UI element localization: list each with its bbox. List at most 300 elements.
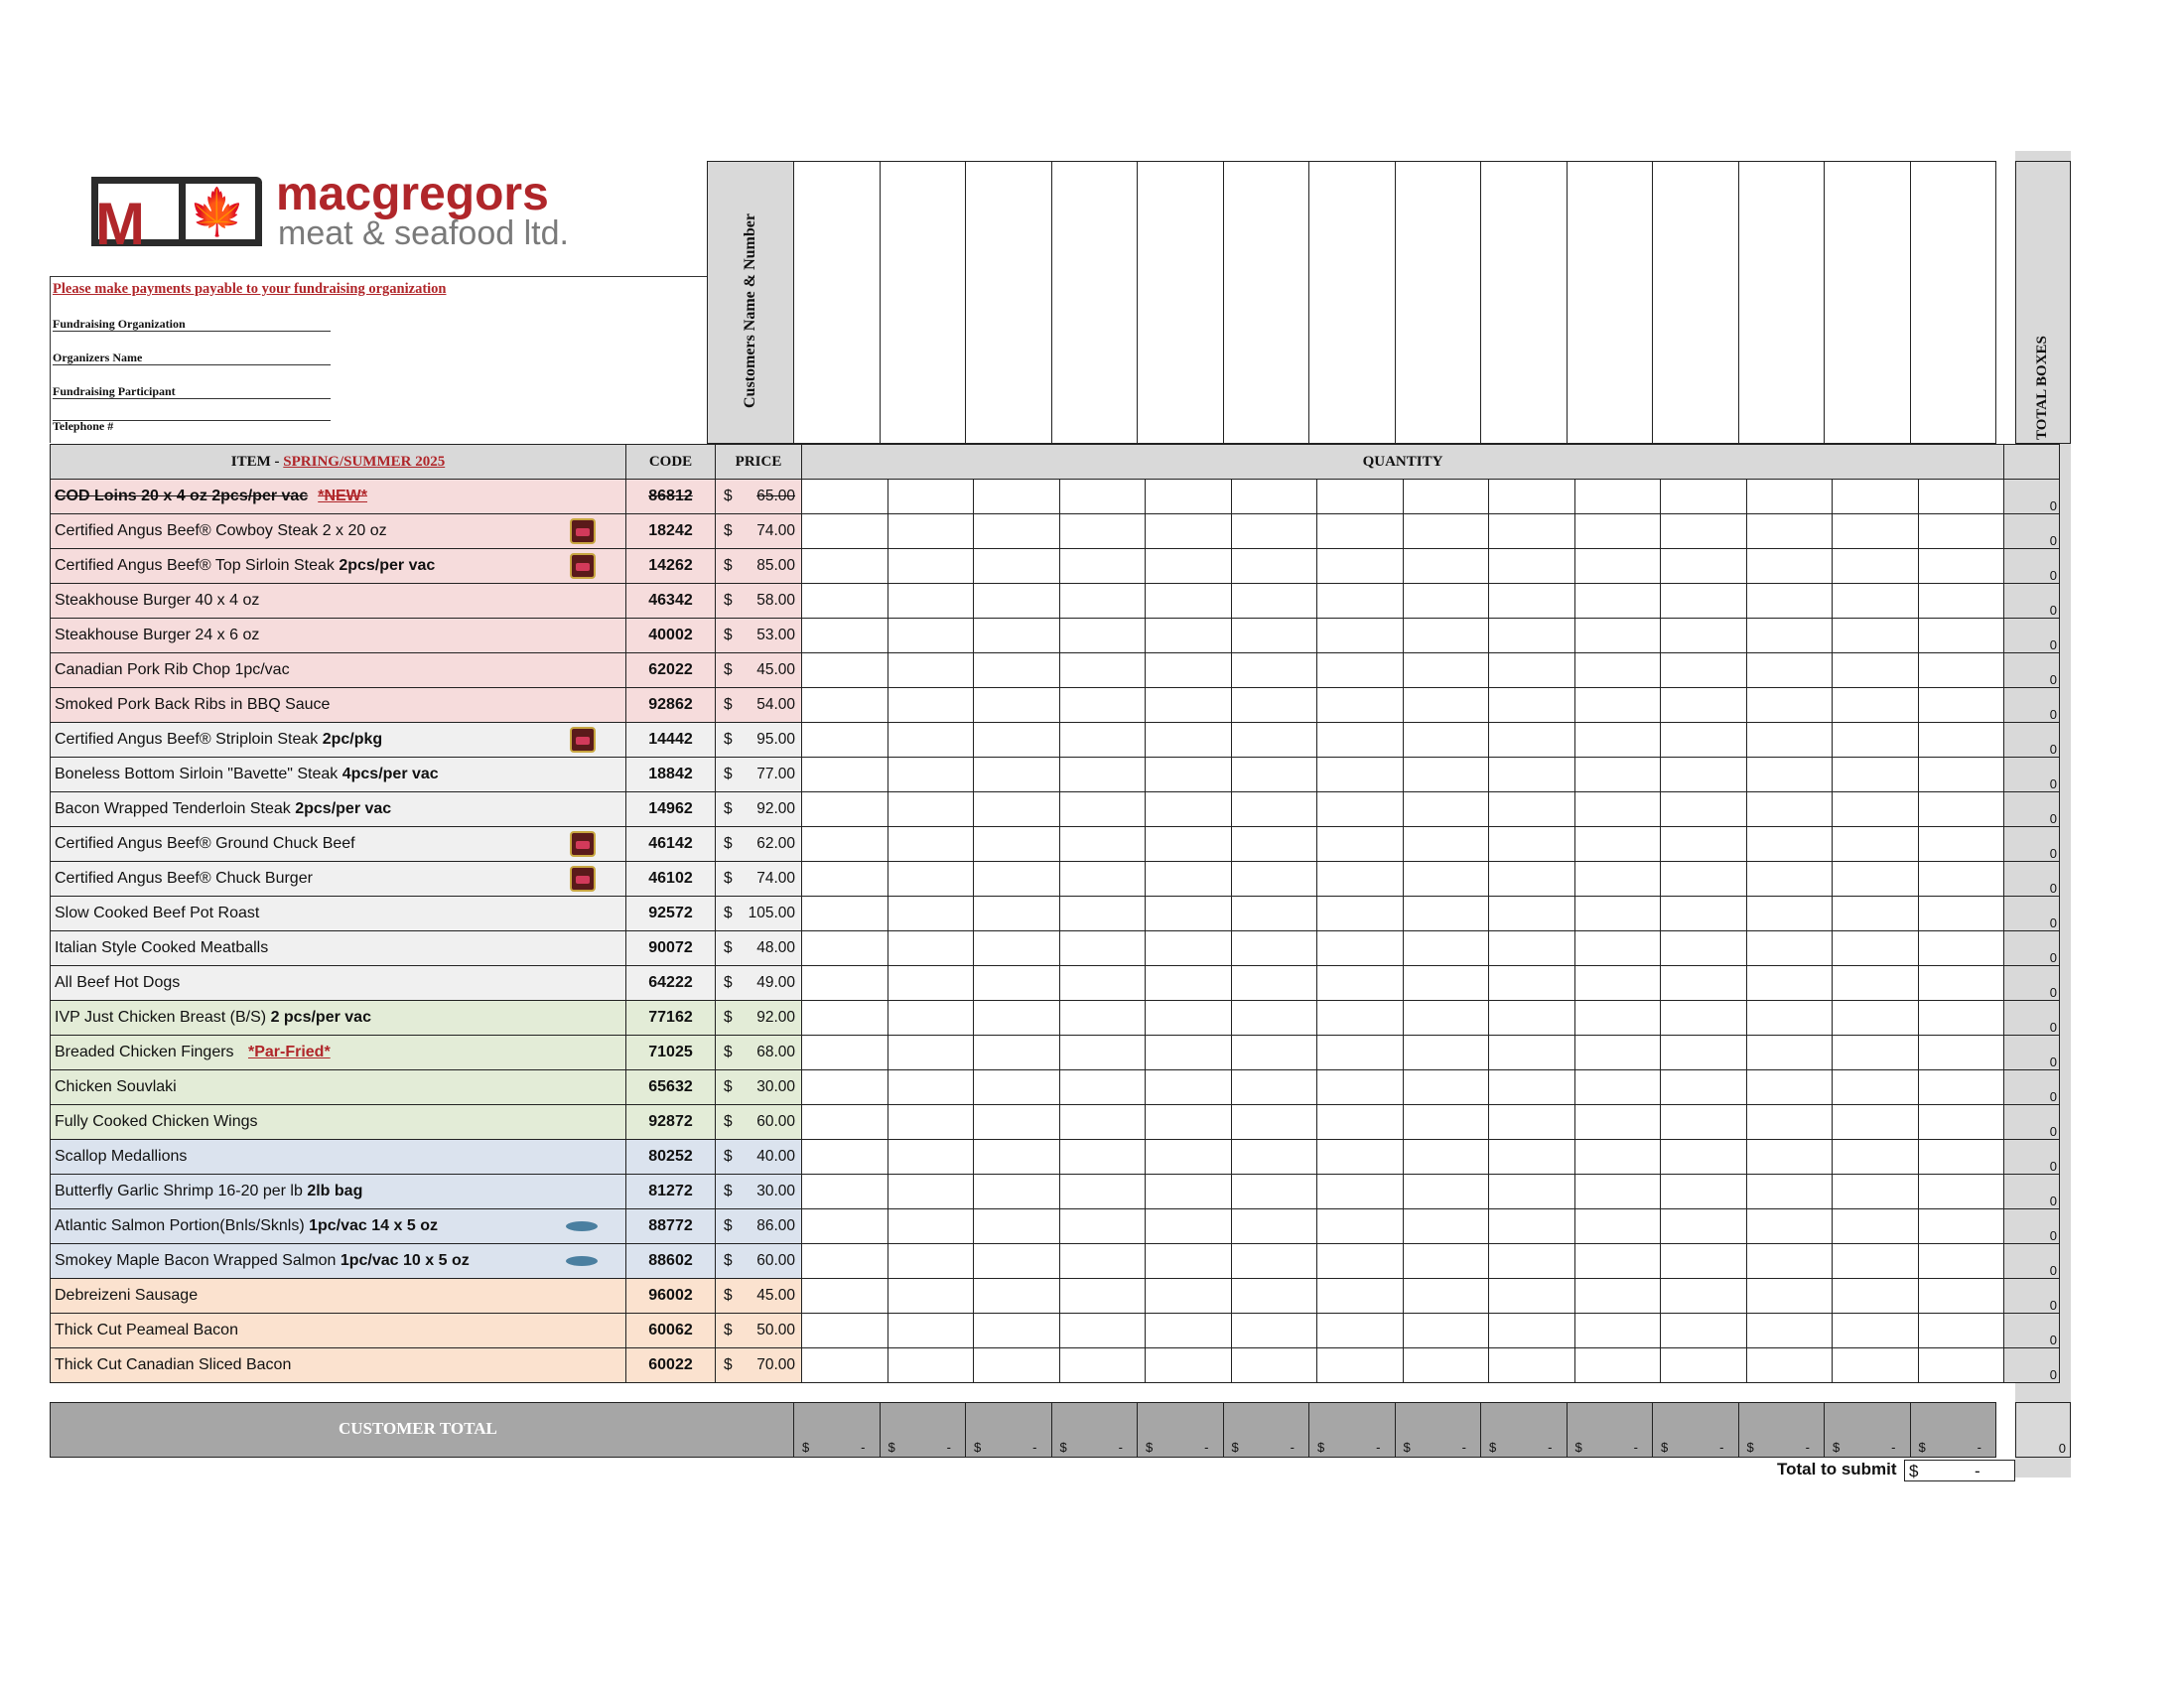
quantity-cell[interactable] [1403,1175,1489,1209]
quantity-cell[interactable] [1746,1348,1833,1383]
quantity-cell[interactable] [1317,1348,1404,1383]
quantity-cell[interactable] [1403,966,1489,1001]
quantity-cell[interactable] [802,549,888,584]
quantity-cell[interactable] [1317,931,1404,966]
quantity-cell[interactable] [1574,931,1661,966]
quantity-cell[interactable] [1918,827,2004,862]
quantity-cell[interactable] [1918,1140,2004,1175]
quantity-cell[interactable] [1146,1175,1232,1209]
quantity-cell[interactable] [1231,549,1317,584]
quantity-cell[interactable] [1403,827,1489,862]
quantity-cell[interactable] [1918,619,2004,653]
quantity-cell[interactable] [1661,1140,1747,1175]
quantity-cell[interactable] [1317,653,1404,688]
quantity-cell[interactable] [1231,514,1317,549]
quantity-cell[interactable] [1661,1209,1747,1244]
quantity-cell[interactable] [887,619,974,653]
quantity-cell[interactable] [802,723,888,758]
quantity-cell[interactable] [1574,688,1661,723]
quantity-cell[interactable] [1489,1175,1575,1209]
quantity-cell[interactable] [802,827,888,862]
quantity-cell[interactable] [1833,480,1919,514]
quantity-cell[interactable] [1489,514,1575,549]
quantity-cell[interactable] [1574,1105,1661,1140]
quantity-cell[interactable] [1661,1314,1747,1348]
quantity-cell[interactable] [974,758,1060,792]
quantity-cell[interactable] [1403,1244,1489,1279]
quantity-cell[interactable] [1661,1244,1747,1279]
quantity-cell[interactable] [1918,1036,2004,1070]
quantity-cell[interactable] [1059,619,1146,653]
quantity-cell[interactable] [1661,1036,1747,1070]
quantity-cell[interactable] [974,1001,1060,1036]
quantity-cell[interactable] [1231,897,1317,931]
quantity-cell[interactable] [1833,862,1919,897]
quantity-cell[interactable] [887,1348,974,1383]
quantity-cell[interactable] [1918,758,2004,792]
quantity-cell[interactable] [974,549,1060,584]
quantity-cell[interactable] [1746,653,1833,688]
quantity-cell[interactable] [1489,480,1575,514]
quantity-cell[interactable] [1746,549,1833,584]
quantity-cell[interactable] [1574,1001,1661,1036]
customer-name-cell[interactable] [1052,161,1139,444]
quantity-cell[interactable] [1146,792,1232,827]
quantity-cell[interactable] [1574,1140,1661,1175]
quantity-cell[interactable] [1059,1209,1146,1244]
quantity-cell[interactable] [1574,1175,1661,1209]
quantity-cell[interactable] [1403,723,1489,758]
quantity-cell[interactable] [1059,827,1146,862]
quantity-cell[interactable] [1833,1036,1919,1070]
quantity-cell[interactable] [1403,1105,1489,1140]
quantity-cell[interactable] [1317,619,1404,653]
quantity-cell[interactable] [1661,966,1747,1001]
quantity-cell[interactable] [1918,897,2004,931]
quantity-cell[interactable] [1746,1070,1833,1105]
quantity-cell[interactable] [1661,1070,1747,1105]
quantity-cell[interactable] [1746,862,1833,897]
quantity-cell[interactable] [1403,1209,1489,1244]
quantity-cell[interactable] [1489,1348,1575,1383]
quantity-cell[interactable] [1231,480,1317,514]
quantity-cell[interactable] [1403,931,1489,966]
quantity-cell[interactable] [1574,653,1661,688]
quantity-cell[interactable] [1746,1175,1833,1209]
quantity-cell[interactable] [1489,653,1575,688]
quantity-cell[interactable] [1918,1175,2004,1209]
total-to-submit-value[interactable] [1904,1460,2015,1481]
quantity-cell[interactable] [887,723,974,758]
quantity-cell[interactable] [1489,827,1575,862]
quantity-cell[interactable] [887,1140,974,1175]
quantity-cell[interactable] [1059,862,1146,897]
customer-name-cell[interactable] [1224,161,1310,444]
quantity-cell[interactable] [887,897,974,931]
quantity-cell[interactable] [1661,931,1747,966]
quantity-cell[interactable] [1661,653,1747,688]
quantity-cell[interactable] [1146,1348,1232,1383]
quantity-cell[interactable] [1317,1175,1404,1209]
quantity-cell[interactable] [1661,1175,1747,1209]
quantity-cell[interactable] [1746,1244,1833,1279]
quantity-cell[interactable] [974,480,1060,514]
quantity-cell[interactable] [1833,1348,1919,1383]
quantity-cell[interactable] [974,653,1060,688]
quantity-cell[interactable] [1317,584,1404,619]
quantity-cell[interactable] [1317,862,1404,897]
quantity-cell[interactable] [1146,827,1232,862]
quantity-cell[interactable] [1231,1036,1317,1070]
quantity-cell[interactable] [1059,966,1146,1001]
quantity-cell[interactable] [1918,1105,2004,1140]
quantity-cell[interactable] [887,688,974,723]
quantity-cell[interactable] [1661,1105,1747,1140]
quantity-cell[interactable] [1489,897,1575,931]
quantity-cell[interactable] [1746,792,1833,827]
quantity-cell[interactable] [1317,1001,1404,1036]
quantity-cell[interactable] [974,1314,1060,1348]
quantity-cell[interactable] [1833,1175,1919,1209]
quantity-cell[interactable] [1059,1140,1146,1175]
quantity-cell[interactable] [1918,1244,2004,1279]
quantity-cell[interactable] [1317,792,1404,827]
quantity-cell[interactable] [974,688,1060,723]
quantity-cell[interactable] [1661,514,1747,549]
quantity-cell[interactable] [1059,1105,1146,1140]
quantity-cell[interactable] [1059,1036,1146,1070]
quantity-cell[interactable] [802,1314,888,1348]
quantity-cell[interactable] [974,1209,1060,1244]
quantity-cell[interactable] [1746,1036,1833,1070]
quantity-cell[interactable] [1574,862,1661,897]
quantity-cell[interactable] [1059,584,1146,619]
quantity-cell[interactable] [1746,1314,1833,1348]
quantity-cell[interactable] [1574,792,1661,827]
quantity-cell[interactable] [974,584,1060,619]
quantity-cell[interactable] [974,792,1060,827]
quantity-cell[interactable] [1146,966,1232,1001]
customer-name-cell[interactable] [1309,161,1396,444]
quantity-cell[interactable] [1489,549,1575,584]
quantity-cell[interactable] [1146,1001,1232,1036]
quantity-cell[interactable] [887,1314,974,1348]
quantity-cell[interactable] [802,1175,888,1209]
quantity-cell[interactable] [887,1036,974,1070]
quantity-cell[interactable] [1403,1001,1489,1036]
quantity-cell[interactable] [1833,653,1919,688]
quantity-cell[interactable] [1489,723,1575,758]
quantity-cell[interactable] [1574,758,1661,792]
quantity-cell[interactable] [974,931,1060,966]
quantity-cell[interactable] [1317,966,1404,1001]
quantity-cell[interactable] [1661,862,1747,897]
quantity-cell[interactable] [1059,1175,1146,1209]
quantity-cell[interactable] [1661,688,1747,723]
quantity-cell[interactable] [1574,1209,1661,1244]
quantity-cell[interactable] [1317,1209,1404,1244]
customer-name-cell[interactable] [1825,161,1911,444]
quantity-cell[interactable] [1146,1070,1232,1105]
quantity-cell[interactable] [802,792,888,827]
quantity-cell[interactable] [1574,1070,1661,1105]
quantity-cell[interactable] [1059,897,1146,931]
quantity-cell[interactable] [1918,584,2004,619]
customer-name-cell[interactable] [1396,161,1482,444]
quantity-cell[interactable] [1661,723,1747,758]
quantity-cell[interactable] [1403,897,1489,931]
quantity-cell[interactable] [1661,758,1747,792]
quantity-cell[interactable] [1231,584,1317,619]
quantity-cell[interactable] [1746,1279,1833,1314]
quantity-cell[interactable] [1231,1001,1317,1036]
quantity-cell[interactable] [1833,966,1919,1001]
quantity-cell[interactable] [1231,1244,1317,1279]
quantity-cell[interactable] [887,1105,974,1140]
quantity-cell[interactable] [1146,862,1232,897]
quantity-cell[interactable] [974,1175,1060,1209]
quantity-cell[interactable] [1833,723,1919,758]
quantity-cell[interactable] [1403,653,1489,688]
quantity-cell[interactable] [887,1279,974,1314]
quantity-cell[interactable] [1833,1314,1919,1348]
quantity-cell[interactable] [1489,1001,1575,1036]
quantity-cell[interactable] [974,827,1060,862]
quantity-cell[interactable] [1746,966,1833,1001]
quantity-cell[interactable] [802,653,888,688]
quantity-cell[interactable] [1059,1070,1146,1105]
quantity-cell[interactable] [1059,653,1146,688]
quantity-cell[interactable] [1317,688,1404,723]
quantity-cell[interactable] [1231,1175,1317,1209]
quantity-cell[interactable] [1059,1314,1146,1348]
quantity-cell[interactable] [1317,1105,1404,1140]
quantity-cell[interactable] [802,966,888,1001]
customer-name-cell[interactable] [794,161,881,444]
quantity-cell[interactable] [1661,1279,1747,1314]
quantity-cell[interactable] [887,931,974,966]
quantity-cell[interactable] [802,1348,888,1383]
quantity-cell[interactable] [1833,549,1919,584]
quantity-cell[interactable] [1146,480,1232,514]
quantity-cell[interactable] [1059,1279,1146,1314]
quantity-cell[interactable] [974,1348,1060,1383]
quantity-cell[interactable] [1661,1001,1747,1036]
quantity-cell[interactable] [1403,758,1489,792]
customer-name-cell[interactable] [1138,161,1224,444]
quantity-cell[interactable] [887,1209,974,1244]
quantity-cell[interactable] [1403,688,1489,723]
quantity-cell[interactable] [1833,931,1919,966]
quantity-cell[interactable] [802,862,888,897]
quantity-cell[interactable] [1661,619,1747,653]
quantity-cell[interactable] [1317,897,1404,931]
quantity-cell[interactable] [1317,758,1404,792]
customer-name-cell[interactable] [881,161,967,444]
quantity-cell[interactable] [1489,758,1575,792]
customer-name-cell[interactable] [1481,161,1568,444]
quantity-cell[interactable] [1146,549,1232,584]
quantity-cell[interactable] [1317,1314,1404,1348]
quantity-cell[interactable] [1231,1279,1317,1314]
quantity-cell[interactable] [1833,897,1919,931]
quantity-cell[interactable] [1833,1140,1919,1175]
quantity-cell[interactable] [1918,723,2004,758]
quantity-cell[interactable] [887,966,974,1001]
quantity-cell[interactable] [1833,619,1919,653]
telephone-field[interactable] [53,420,331,421]
quantity-cell[interactable] [1661,480,1747,514]
quantity-cell[interactable] [1918,1314,2004,1348]
quantity-cell[interactable] [1918,1348,2004,1383]
quantity-cell[interactable] [1489,1140,1575,1175]
organizers-name-field[interactable] [53,364,331,365]
quantity-cell[interactable] [974,862,1060,897]
quantity-cell[interactable] [1574,723,1661,758]
quantity-cell[interactable] [1146,1105,1232,1140]
quantity-cell[interactable] [887,827,974,862]
quantity-cell[interactable] [1918,1279,2004,1314]
quantity-cell[interactable] [1317,1279,1404,1314]
quantity-cell[interactable] [1059,723,1146,758]
quantity-cell[interactable] [1746,1209,1833,1244]
quantity-cell[interactable] [1746,480,1833,514]
quantity-cell[interactable] [1574,1279,1661,1314]
quantity-cell[interactable] [887,1175,974,1209]
quantity-cell[interactable] [1403,862,1489,897]
quantity-cell[interactable] [802,584,888,619]
quantity-cell[interactable] [974,1070,1060,1105]
quantity-cell[interactable] [802,688,888,723]
quantity-cell[interactable] [1489,1036,1575,1070]
quantity-cell[interactable] [1146,1314,1232,1348]
quantity-cell[interactable] [1574,619,1661,653]
quantity-cell[interactable] [1574,480,1661,514]
quantity-cell[interactable] [1317,1140,1404,1175]
quantity-cell[interactable] [1833,1209,1919,1244]
quantity-cell[interactable] [1059,480,1146,514]
quantity-cell[interactable] [887,1070,974,1105]
quantity-cell[interactable] [1403,514,1489,549]
quantity-cell[interactable] [1746,514,1833,549]
quantity-cell[interactable] [1059,792,1146,827]
quantity-cell[interactable] [974,619,1060,653]
quantity-cell[interactable] [1059,1001,1146,1036]
quantity-cell[interactable] [802,1209,888,1244]
quantity-cell[interactable] [1231,1209,1317,1244]
quantity-cell[interactable] [1746,688,1833,723]
quantity-cell[interactable] [1574,1314,1661,1348]
quantity-cell[interactable] [802,931,888,966]
quantity-cell[interactable] [974,723,1060,758]
quantity-cell[interactable] [1918,480,2004,514]
quantity-cell[interactable] [1231,862,1317,897]
quantity-cell[interactable] [802,1001,888,1036]
quantity-cell[interactable] [887,514,974,549]
quantity-cell[interactable] [802,1036,888,1070]
quantity-cell[interactable] [1833,827,1919,862]
quantity-cell[interactable] [1661,1348,1747,1383]
fundraising-participant-field[interactable] [53,398,331,399]
quantity-cell[interactable] [1746,897,1833,931]
quantity-cell[interactable] [1746,1140,1833,1175]
quantity-cell[interactable] [1403,1314,1489,1348]
quantity-cell[interactable] [1403,480,1489,514]
quantity-cell[interactable] [802,1140,888,1175]
customer-name-cell[interactable] [1653,161,1739,444]
quantity-cell[interactable] [1231,1140,1317,1175]
quantity-cell[interactable] [1403,619,1489,653]
quantity-cell[interactable] [802,897,888,931]
quantity-cell[interactable] [1489,1279,1575,1314]
quantity-cell[interactable] [1146,653,1232,688]
quantity-cell[interactable] [1489,1209,1575,1244]
quantity-cell[interactable] [1146,931,1232,966]
fundraising-organization-field[interactable] [53,331,331,332]
quantity-cell[interactable] [1833,1070,1919,1105]
quantity-cell[interactable] [1833,1105,1919,1140]
quantity-cell[interactable] [974,514,1060,549]
quantity-cell[interactable] [887,653,974,688]
quantity-cell[interactable] [1489,619,1575,653]
quantity-cell[interactable] [1746,1001,1833,1036]
customer-name-cell[interactable] [966,161,1052,444]
quantity-cell[interactable] [1833,792,1919,827]
quantity-cell[interactable] [1146,758,1232,792]
quantity-cell[interactable] [1574,966,1661,1001]
quantity-cell[interactable] [1231,931,1317,966]
quantity-cell[interactable] [1661,897,1747,931]
quantity-cell[interactable] [1059,1348,1146,1383]
quantity-cell[interactable] [1918,549,2004,584]
quantity-cell[interactable] [1146,1036,1232,1070]
quantity-cell[interactable] [1574,827,1661,862]
quantity-cell[interactable] [1317,1070,1404,1105]
quantity-cell[interactable] [1403,1140,1489,1175]
quantity-cell[interactable] [1489,1244,1575,1279]
quantity-cell[interactable] [1489,966,1575,1001]
quantity-cell[interactable] [1231,758,1317,792]
quantity-cell[interactable] [1746,723,1833,758]
quantity-cell[interactable] [1403,1036,1489,1070]
quantity-cell[interactable] [1661,827,1747,862]
quantity-cell[interactable] [1231,619,1317,653]
quantity-cell[interactable] [1059,931,1146,966]
quantity-cell[interactable] [1918,1070,2004,1105]
quantity-cell[interactable] [1833,1001,1919,1036]
quantity-cell[interactable] [1918,514,2004,549]
quantity-cell[interactable] [1403,1279,1489,1314]
quantity-cell[interactable] [802,1244,888,1279]
quantity-cell[interactable] [1146,688,1232,723]
quantity-cell[interactable] [1746,827,1833,862]
quantity-cell[interactable] [1489,1070,1575,1105]
quantity-cell[interactable] [1231,966,1317,1001]
quantity-cell[interactable] [1918,688,2004,723]
quantity-cell[interactable] [1918,862,2004,897]
quantity-cell[interactable] [1317,1036,1404,1070]
quantity-cell[interactable] [887,1244,974,1279]
quantity-cell[interactable] [1746,758,1833,792]
quantity-cell[interactable] [1489,1105,1575,1140]
quantity-cell[interactable] [1918,653,2004,688]
quantity-cell[interactable] [974,1105,1060,1140]
quantity-cell[interactable] [1231,827,1317,862]
quantity-cell[interactable] [1833,1244,1919,1279]
quantity-cell[interactable] [1231,653,1317,688]
quantity-cell[interactable] [887,549,974,584]
quantity-cell[interactable] [1317,723,1404,758]
